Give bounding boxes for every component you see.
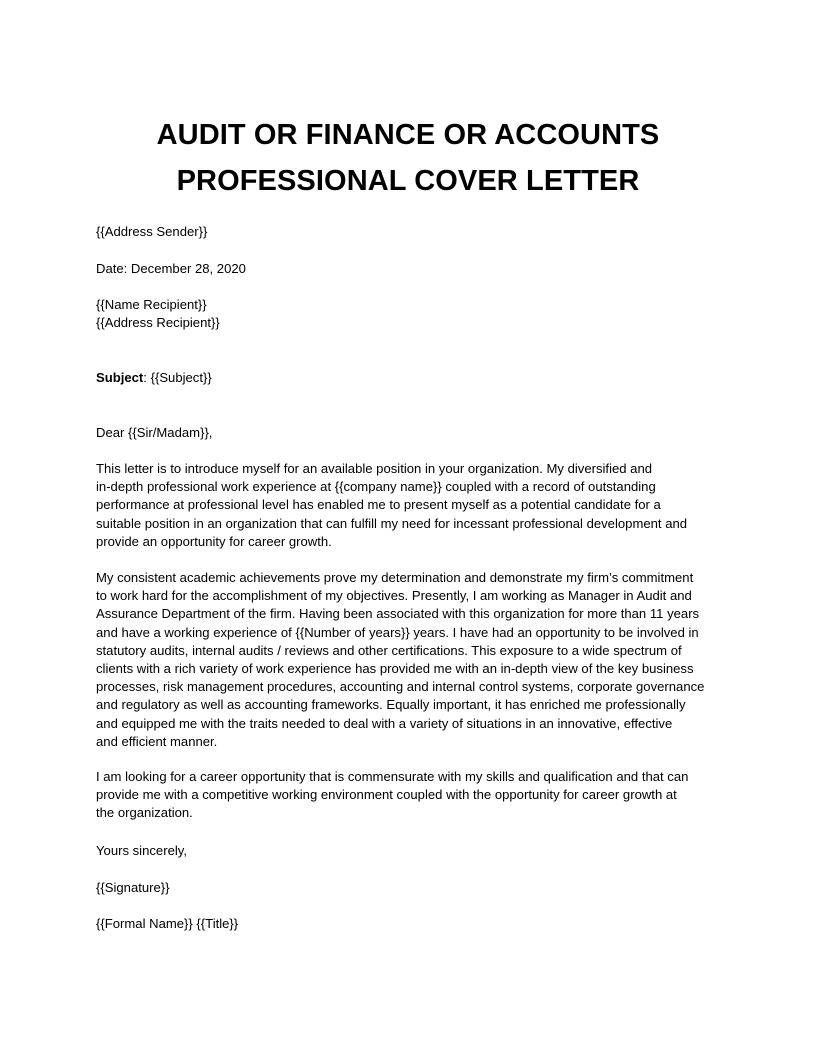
paragraph-2-line: to work hard for the accomplishment of my objectives. Presently, I am working as Manager in Audit and: [96, 588, 692, 604]
paragraph-2-line: and regulatory as well as accounting frameworks. Equally important, it has enriched me professionally: [96, 697, 686, 713]
paragraph-2-line: statutory audits, internal audits / reviews and other certifications. This exposure to a wide spectrum of: [96, 642, 682, 658]
paragraph-3: [96, 768, 720, 823]
paragraph-1: [96, 460, 720, 551]
paragraph-2: [96, 569, 720, 751]
salutation: Dear {{Sir/Madam}},: [96, 425, 213, 440]
paragraph-1-line: provide an opportunity for career growth.: [96, 533, 332, 549]
title-line-2: PROFESSIONAL COVER LETTER: [176, 165, 640, 197]
paragraph-2-line: My consistent academic achievements prove my determination and demonstrate my firm’s commitment: [96, 570, 694, 585]
paragraph-3-line: the organization.: [96, 805, 193, 821]
recipient-block: [96, 296, 720, 332]
closing: Yours sincerely,: [96, 843, 187, 858]
paragraph-2-line: and equipped me with the traits needed to deal with a variety of situations in an innovative, effective: [96, 715, 673, 731]
paragraph-1-line: This letter is to introduce myself for an available position in your organization. My diversified and: [96, 461, 653, 476]
paragraph-2-line: and efficient manner.: [96, 733, 218, 749]
subject-line: [96, 369, 720, 387]
paragraph-2-line: clients with a rich variety of work experience has provided me with an in-depth view of the key business: [96, 661, 694, 677]
paragraph-1-line: performance at professional level has enabled me to present myself as a potential candidate for a: [96, 497, 661, 513]
address-sender: {{Address Sender}}: [96, 224, 208, 239]
title-line-1: AUDIT OR FINANCE OR ACCOUNTS: [156, 119, 660, 151]
signature-placeholder: {{Signature}}: [96, 880, 170, 895]
paragraph-2-line: Assurance Department of the firm. Having been associated with this organization for more than 11 years: [96, 606, 700, 622]
subject-value: : {{Subject}}: [143, 370, 212, 385]
paragraph-3-line: provide me with a competitive working environment coupled with the opportunity for career growth at: [96, 787, 677, 803]
letter-date: Date: December 28, 2020: [96, 261, 246, 276]
paragraph-2-line: processes, risk management procedures, accounting and internal control systems, corporate governance: [96, 679, 705, 695]
paragraph-2-line: and have a working experience of {{Number of years}} years. I have had an opportunity to be involved in: [96, 624, 699, 640]
paragraph-1-line: in-depth professional work experience at {{company name}} coupled with a record of outstanding: [96, 479, 656, 495]
subject-label: Subject: [96, 370, 144, 385]
paragraph-1-line: suitable position in an organization that can fulfill my need for incessant professional development and: [96, 515, 688, 531]
page-title: [96, 112, 720, 204]
recipient-address: {{Address Recipient}}: [96, 315, 220, 331]
formal-name-title: {{Formal Name}} {{Title}}: [96, 916, 239, 931]
paragraph-3-line: I am looking for a career opportunity that is commensurate with my skills and qualification and that can: [96, 769, 689, 784]
recipient-name: {{Name Recipient}}: [96, 297, 207, 312]
